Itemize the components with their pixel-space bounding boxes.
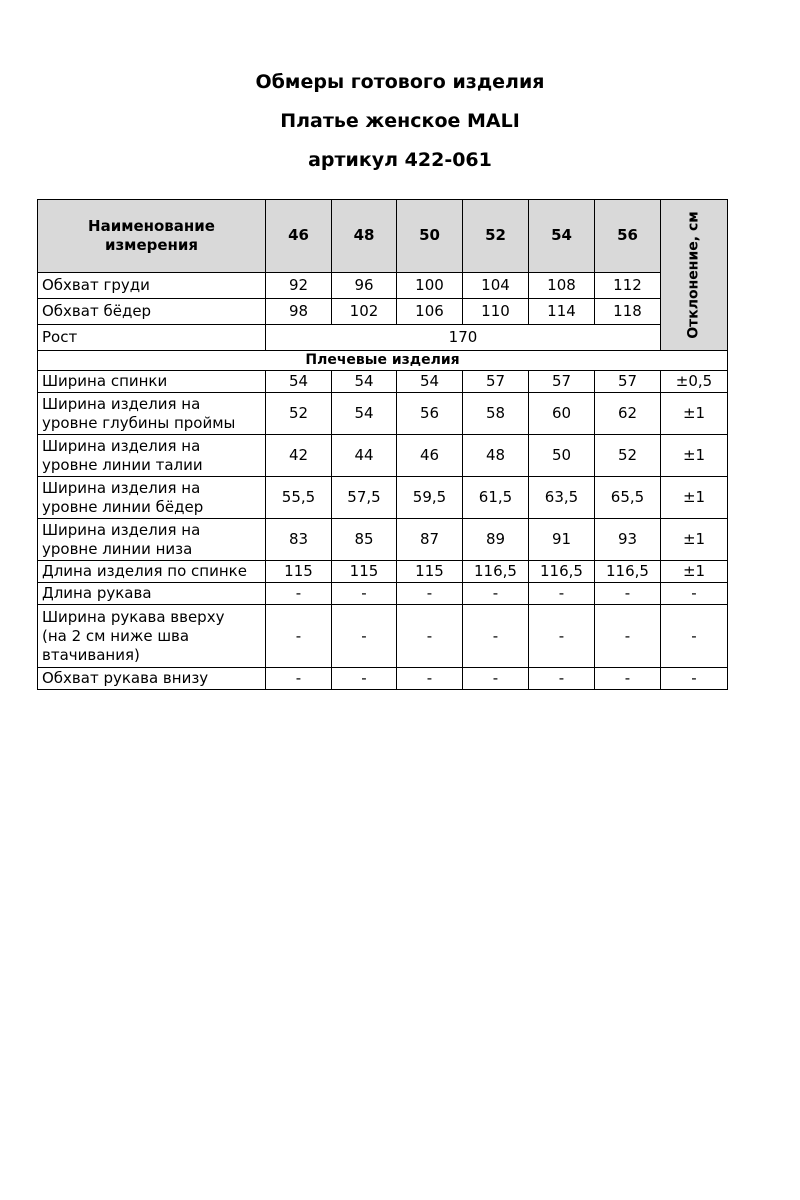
measurement-value: 56 [397, 393, 463, 435]
measurement-value: 115 [397, 561, 463, 583]
measurement-value: 89 [463, 519, 529, 561]
measurement-value: - [595, 668, 661, 690]
measurement-value: 52 [595, 435, 661, 477]
height-value: 170 [266, 324, 661, 350]
table-row [38, 519, 728, 561]
measurement-value: 55,5 [266, 477, 332, 519]
table-header-row [38, 200, 728, 273]
product-name: Платье женское MALI [280, 110, 520, 132]
measurement-value: 115 [266, 561, 332, 583]
measurement-value: 63,5 [529, 477, 595, 519]
table-row-chest [38, 272, 728, 298]
measurement-value: 116,5 [463, 561, 529, 583]
measurement-name [38, 435, 266, 477]
measurement-name [38, 519, 266, 561]
table-row [38, 477, 728, 519]
measurement-name-line: Обхват рукава внизу [42, 669, 209, 687]
header-size: 54 [529, 200, 595, 273]
deviation-value: ±1 [661, 393, 728, 435]
measurement-name: Рост [38, 324, 266, 350]
measurement-name-line: Ширина изделия на [42, 520, 201, 539]
table-row [38, 435, 728, 477]
measurement-value: - [463, 668, 529, 690]
measurement-value: 54 [266, 371, 332, 393]
header-size: 46 [266, 200, 332, 273]
measurement-name-line: уровне линии талии [42, 455, 203, 474]
document-title: Обмеры готового изделия [255, 71, 545, 93]
deviation-value: - [661, 668, 728, 690]
measurement-name: Обхват груди [38, 272, 266, 298]
measurement-value: 46 [397, 435, 463, 477]
measurement-value: 83 [266, 519, 332, 561]
measurement-value: 112 [595, 272, 661, 298]
deviation-value: ±1 [661, 477, 728, 519]
measurement-value: 106 [397, 298, 463, 324]
measurement-value: - [595, 605, 661, 668]
measurement-value: 118 [595, 298, 661, 324]
measurement-value: - [332, 605, 397, 668]
measurement-value: 57 [463, 371, 529, 393]
measurement-value: 85 [332, 519, 397, 561]
measurement-value: 116,5 [595, 561, 661, 583]
measurement-name-line: втачивания) [42, 645, 140, 664]
table-row [38, 583, 728, 605]
measurement-name-line: Ширина рукава вверху [42, 607, 225, 626]
measurement-value: 110 [463, 298, 529, 324]
section-header-row [38, 351, 728, 371]
measurement-name [38, 371, 266, 393]
measurements-table [37, 199, 728, 690]
measurement-value: 65,5 [595, 477, 661, 519]
measurement-value: - [529, 668, 595, 690]
measurement-value: 114 [529, 298, 595, 324]
measurement-value: 115 [332, 561, 397, 583]
measurement-value: 57 [595, 371, 661, 393]
measurement-value: - [266, 668, 332, 690]
measurement-name [38, 668, 266, 690]
measurement-value: 62 [595, 393, 661, 435]
measurement-value: 100 [397, 272, 463, 298]
measurement-name-line: Ширина спинки [42, 372, 168, 390]
measurement-value: - [529, 605, 595, 668]
table-row [38, 371, 728, 393]
table-row [38, 605, 728, 668]
header-deviation [661, 200, 728, 351]
measurement-name [38, 477, 266, 519]
measurement-value: 92 [266, 272, 332, 298]
measurement-name-line: уровне линии низа [42, 539, 193, 558]
measurement-name [38, 393, 266, 435]
measurement-value: 54 [332, 393, 397, 435]
header-size: 52 [463, 200, 529, 273]
measurement-value: 61,5 [463, 477, 529, 519]
measurement-name-line: Ширина изделия на [42, 436, 201, 455]
measurement-name-line: уровне линии бёдер [42, 497, 204, 516]
measurement-value: 102 [332, 298, 397, 324]
measurement-value: 91 [529, 519, 595, 561]
table-row-hips [38, 298, 728, 324]
measurement-name [38, 583, 266, 605]
measurement-name-line: Длина рукава [42, 584, 152, 602]
table-row [38, 393, 728, 435]
deviation-value: ±0,5 [661, 371, 728, 393]
measurement-value: 87 [397, 519, 463, 561]
deviation-value: ±1 [661, 435, 728, 477]
measurement-value: - [266, 605, 332, 668]
header-measurement-name: Наименование измерения [38, 200, 266, 273]
measurement-value: 93 [595, 519, 661, 561]
header-size: 56 [595, 200, 661, 273]
measurement-value: 54 [332, 371, 397, 393]
measurement-value: 96 [332, 272, 397, 298]
measurement-value: 57 [529, 371, 595, 393]
measurement-value: - [463, 605, 529, 668]
measurement-name-line: (на 2 см ниже шва [42, 626, 190, 645]
measurement-value: 108 [529, 272, 595, 298]
measurement-value: 60 [529, 393, 595, 435]
measurement-value: 54 [397, 371, 463, 393]
header-deviation-label: Отклонение, см [685, 211, 702, 339]
measurement-name [38, 605, 266, 668]
deviation-value: ±1 [661, 519, 728, 561]
measurement-value: 104 [463, 272, 529, 298]
measurement-value: 42 [266, 435, 332, 477]
measurement-value: 98 [266, 298, 332, 324]
measurement-value: 48 [463, 435, 529, 477]
measurement-value: - [529, 583, 595, 605]
measurement-name [38, 561, 266, 583]
measurement-value: - [397, 605, 463, 668]
measurement-name-line: уровне глубины проймы [42, 413, 236, 432]
measurement-value: - [397, 668, 463, 690]
measurement-name: Обхват бёдер [38, 298, 266, 324]
header-size: 48 [332, 200, 397, 273]
measurement-value: - [595, 583, 661, 605]
article-number: артикул 422-061 [308, 149, 492, 171]
measurement-value: - [397, 583, 463, 605]
measurement-value: - [332, 668, 397, 690]
measurement-value: 57,5 [332, 477, 397, 519]
deviation-value: - [661, 583, 728, 605]
deviation-value: - [661, 605, 728, 668]
deviation-value: ±1 [661, 561, 728, 583]
measurement-value: 50 [529, 435, 595, 477]
header-size: 50 [397, 200, 463, 273]
measurement-value: - [463, 583, 529, 605]
measurement-name-line: Ширина изделия на [42, 478, 201, 497]
section-title: Плечевые изделия [38, 351, 728, 371]
document-header [0, 70, 800, 187]
measurement-value: 44 [332, 435, 397, 477]
measurement-name-line: Длина изделия по спинке [42, 562, 247, 580]
table-row [38, 561, 728, 583]
measurement-value: 116,5 [529, 561, 595, 583]
measurement-value: - [266, 583, 332, 605]
table-row-height [38, 324, 728, 350]
measurement-value: 52 [266, 393, 332, 435]
table-row [38, 668, 728, 690]
measurement-value: - [332, 583, 397, 605]
measurement-value: 58 [463, 393, 529, 435]
measurement-value: 59,5 [397, 477, 463, 519]
measurement-name-line: Ширина изделия на [42, 394, 201, 413]
